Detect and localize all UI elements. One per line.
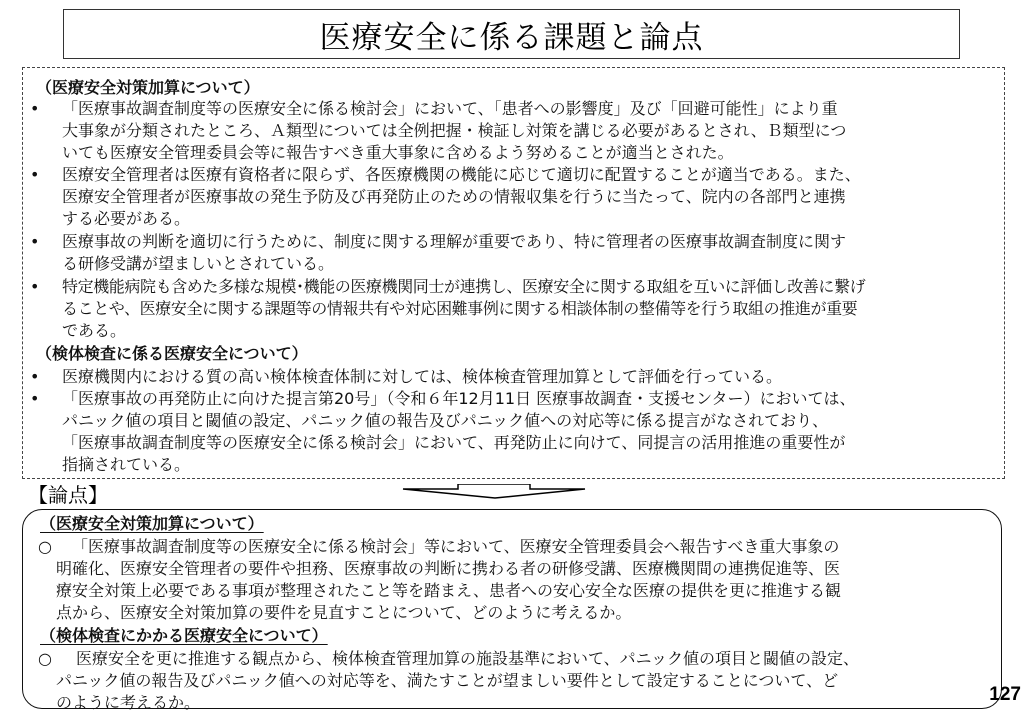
point-text: 医療安全を更に推進する観点から、検体検査管理加算の施設基準において、パニック値の項目と閾値の設定、	[76, 649, 860, 668]
circle-marker-icon: ○	[38, 649, 52, 668]
bullet-icon: •	[30, 389, 40, 408]
point-text: 「医療事故調査制度等の医療安全に係る検討会」等において、医療安全管理委員会へ報告すべき重大事象の	[72, 537, 840, 556]
point-text: 明確化、医療安全管理者の要件や担務、医療事故の判断に携わる者の研修受講、医療機関間の連携促進等、医	[56, 559, 841, 578]
title-box	[63, 9, 960, 59]
issue-text: ることや、医療安全に関する課題等の情報共有や対応困難事例に関する相談体制の整備等を行う取組の推進が重要	[62, 299, 858, 318]
issue-text: パニック値の項目と閾値の設定、パニック値の報告及びパニック値への対応等に係る提言がなされており、	[62, 411, 829, 430]
point-text: パニック値の報告及びパニック値への対応等を、満たすことが望ましい要件として設定することについて、ど	[56, 671, 839, 690]
issue-text: 「医療事故調査制度等の医療安全に係る検討会」において、再発防止に向けて、同提言の活用推進の重要性が	[62, 433, 846, 452]
bullet-icon: •	[30, 367, 40, 386]
point-text: のように考えるか。	[56, 693, 201, 712]
points-section2-heading: （検体検査にかかる医療安全について）	[40, 626, 328, 645]
issue-text: る研修受講が望ましいとされている。	[62, 254, 335, 273]
points-section1-heading: （医療安全対策加算について）	[40, 514, 264, 533]
issue-text: 医療機関内における質の高い検体検査体制に対しては、検体検査管理加算として評価を行っている。	[62, 367, 783, 386]
bullet-icon: •	[30, 232, 40, 251]
issue-text: 大事象が分類されたところ、Ａ類型については全例把握・検証し対策を講じる必要があるとされ、Ｂ類型につ	[62, 121, 847, 140]
circle-marker-icon: ○	[38, 537, 52, 556]
issue-text: 医療安全管理者が医療事故の発生予防及び再発防止のための情報収集を行うに当たって、院内の各部門と連携	[62, 187, 846, 206]
issue-text: 医療安全管理者は医療有資格者に限らず、各医療機関の機能に応じて適切に配置することが適当である。また、	[62, 165, 861, 184]
issues-section1-heading: （医療安全対策加算について）	[36, 78, 260, 97]
issue-text: 「医療事故調査制度等の医療安全に係る検討会」において、「患者への影響度」及び「回避可能性」により重	[62, 99, 838, 118]
bullet-icon: •	[30, 277, 40, 296]
bullet-icon: •	[30, 165, 40, 184]
issue-text: 指摘されている。	[62, 455, 191, 474]
issue-text: 「医療事故の再発防止に向けた提言第20号」（令和６年12月11日 医療事故調査・支援センター）においては、	[62, 389, 856, 408]
issue-text: 特定機能病院も含めた多様な規模･機能の医療機関同士が連携し、医療安全に関する取組を互いに評価し改善に繋げ	[62, 277, 866, 296]
issue-text: である。	[62, 321, 127, 340]
page-title: 医療安全に係る課題と論点	[319, 19, 704, 56]
issue-text: いても医療安全管理委員会等に報告すべき重大事象に含めるよう努めることが適当とされた。	[62, 143, 734, 162]
issues-section2-heading: （検体検査に係る医療安全について）	[36, 344, 308, 363]
point-text: 療安全対策上必要である事項が整理されたこと等を踏まえ、患者への安心安全な医療の提供を更に推進する観	[56, 581, 841, 600]
issue-text: 医療事故の判断を適切に行うために、制度に関する理解が重要であり、特に管理者の医療事故調査制度に関す	[62, 232, 847, 251]
page-number: 127	[989, 684, 1021, 705]
point-text: 点から、医療安全対策加算の要件を見直すことについて、どのように考えるか。	[56, 603, 632, 622]
issue-text: する必要がある。	[62, 209, 191, 228]
bullet-icon: •	[30, 99, 40, 118]
points-label: 【論点】	[28, 483, 108, 507]
